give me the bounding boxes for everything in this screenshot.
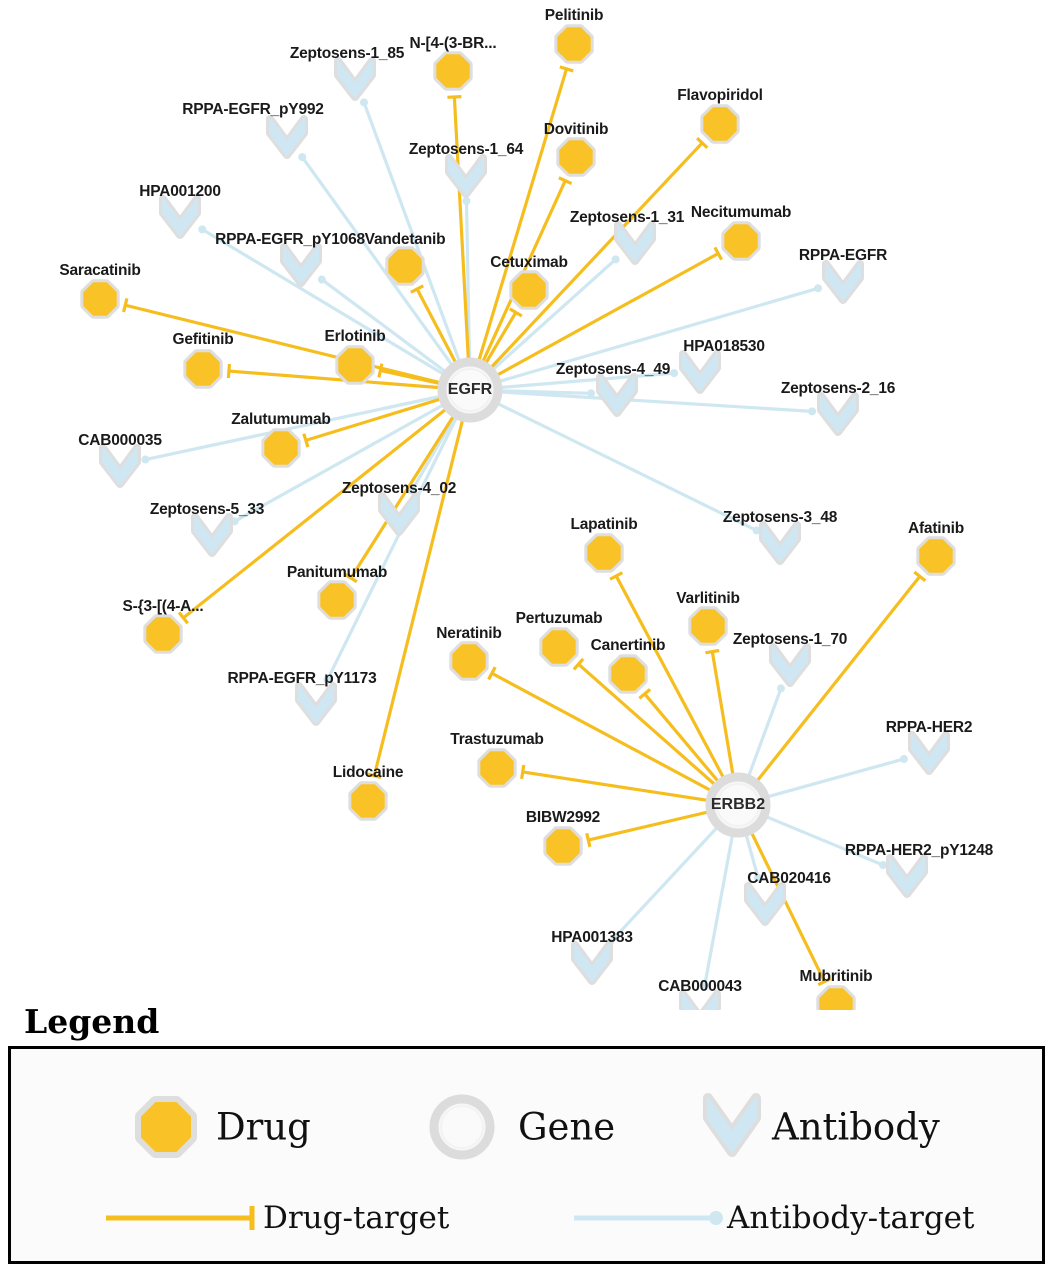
drug-node-core <box>84 283 115 314</box>
antibody-label: CAB020416 <box>747 870 831 887</box>
gene-label-egfr: EGFR <box>447 381 493 398</box>
drug-target-edge <box>374 390 470 776</box>
drug-node-core <box>560 141 591 172</box>
antibody-label: CAB000043 <box>658 978 742 995</box>
antibody-label: Zeptosens-2_16 <box>780 380 896 397</box>
drug-target-edge-cap <box>228 364 229 378</box>
drug-node-core <box>265 432 296 463</box>
drug-label: Canertinib <box>590 637 666 654</box>
antibody-target-edge-cap <box>298 153 306 161</box>
drug-label: Pertuzumab <box>515 610 603 627</box>
drug-label: Flavopiridol <box>677 87 763 104</box>
drug-node-core <box>920 540 951 571</box>
drug-node-core <box>704 108 735 139</box>
drug-label: Gefitinib <box>172 331 234 348</box>
antibody-target-edge <box>470 390 812 411</box>
drug-label: Necitumumab <box>690 204 792 221</box>
drug-label: S-{3-[(4-A... <box>122 598 204 615</box>
drug-node-core <box>147 618 178 649</box>
drug-node-core <box>437 55 468 86</box>
legend-label-gene: Gene <box>518 1105 616 1149</box>
antibody-target-edge-cap <box>462 197 470 205</box>
antibody-target-edge-cap <box>900 755 908 763</box>
drug-node-core <box>558 28 589 59</box>
gene-label-erbb2: ERBB2 <box>710 796 766 813</box>
antibody-label: HPA001200 <box>139 183 221 200</box>
drug-node-core <box>187 353 218 384</box>
antibody-label: Zeptosens-1_64 <box>408 141 524 158</box>
antibody-target-edge-cap <box>360 98 368 106</box>
antibody-target-edge-cap <box>808 407 816 415</box>
antibody-label: Zeptosens-3_48 <box>722 509 838 526</box>
drug-label: Mubritinib <box>799 968 873 985</box>
legend-antibody-icon <box>708 1098 756 1152</box>
drug-label: Vandetanib <box>364 231 446 248</box>
drug-node-core <box>453 645 484 676</box>
drug-label: Zalutumumab <box>231 411 331 428</box>
drug-label: Lapatinib <box>570 516 638 533</box>
antibody-label: Zeptosens-1_70 <box>732 631 848 648</box>
antibody-label: RPPA-EGFR_pY992 <box>182 101 324 118</box>
drug-node-core <box>725 225 756 256</box>
antibody-target-edge-cap <box>777 684 785 692</box>
drug-target-edge-cap <box>587 833 590 847</box>
drug-node-core <box>339 349 370 380</box>
antibody-label: HPA018530 <box>683 338 765 355</box>
legend-panel <box>0 1002 1059 1280</box>
antibody-label: Zeptosens-4_49 <box>555 361 671 378</box>
legend-title: Legend <box>24 1002 160 1041</box>
drug-target-edge-cap <box>379 364 382 378</box>
drug-node-core <box>352 785 383 816</box>
edges-layer <box>124 67 926 990</box>
drug-node-core <box>389 250 420 281</box>
antibody-target-edge-cap <box>670 369 678 377</box>
drug-target-edge-cap <box>705 650 719 652</box>
drug-label: Dovitinib <box>543 121 609 138</box>
antibody-label: RPPA-EGFR <box>798 247 888 264</box>
drug-node-core <box>820 989 851 1010</box>
legend-gene-icon <box>434 1099 490 1155</box>
legend-label-antibody: Antibody <box>772 1105 940 1149</box>
drug-node-core <box>543 631 574 662</box>
drug-target-edge-cap <box>304 434 308 447</box>
antibody-target-edge-cap <box>814 284 822 292</box>
antibody-target-edge-cap <box>879 861 887 869</box>
antibody-target-edge-cap <box>141 456 149 464</box>
drug-node-core <box>547 830 578 861</box>
drug-label: Cetuximab <box>490 254 568 271</box>
antibody-target-edge-cap <box>198 225 206 233</box>
drug-node-core <box>321 584 352 615</box>
antibody-label: Zeptosens-5_33 <box>149 501 265 518</box>
drug-target-edge <box>470 69 567 390</box>
antibody-label: Zeptosens-1_85 <box>289 45 405 62</box>
drug-target-edge-cap <box>447 97 461 98</box>
drug-label: Afatinib <box>907 520 965 537</box>
drug-label: Panitumumab <box>286 564 388 581</box>
drug-label: Saracatinib <box>59 262 141 279</box>
drug-label: BIBW2992 <box>525 809 601 826</box>
drug-target-edge-cap <box>124 298 127 312</box>
legend-drug-target-line <box>106 1206 252 1230</box>
drug-node-core <box>513 274 544 305</box>
antibody-label: RPPA-EGFR_pY1173 <box>227 670 377 687</box>
antibody-label: RPPA-HER2 <box>885 719 973 736</box>
drug-node-core <box>481 752 512 783</box>
drug-target-edge-cap <box>522 765 524 779</box>
antibody-target-edge-cap <box>318 276 326 284</box>
drug-label: N-[4-(3-BR... <box>409 35 497 52</box>
drug-label: Neratinib <box>436 625 502 642</box>
drug-node-core <box>692 610 723 641</box>
antibody-target-edge-cap <box>612 255 620 263</box>
legend-label-drug: Drug <box>216 1105 311 1149</box>
drug-target-edge <box>738 576 920 805</box>
drug-label: Varlitinib <box>676 590 740 607</box>
antibody-label: CAB000035 <box>78 432 162 449</box>
antibody-label: RPPA-HER2_pY1248 <box>844 842 994 859</box>
antibody-label: Zeptosens-4_02 <box>341 480 457 497</box>
drug-label: Erlotinib <box>324 328 386 345</box>
legend-label-antibody-target: Antibody-target <box>727 1200 975 1236</box>
drug-label: Lidocaine <box>332 764 404 781</box>
drug-label: Trastuzumab <box>450 731 544 748</box>
legend-label-drug-target: Drug-target <box>263 1200 450 1236</box>
drug-node-core <box>588 537 619 568</box>
antibody-label: HPA001383 <box>551 929 633 946</box>
drug-node-core <box>612 658 643 689</box>
drug-target-edge-cap <box>560 67 573 71</box>
legend-drug-icon <box>142 1103 190 1151</box>
antibody-label: Zeptosens-1_31 <box>569 209 685 226</box>
antibody-label: RPPA-EGFR_pY1068 <box>215 231 365 248</box>
legend-antibody-target-line <box>574 1211 723 1225</box>
drug-label: Pelitinib <box>544 7 604 24</box>
